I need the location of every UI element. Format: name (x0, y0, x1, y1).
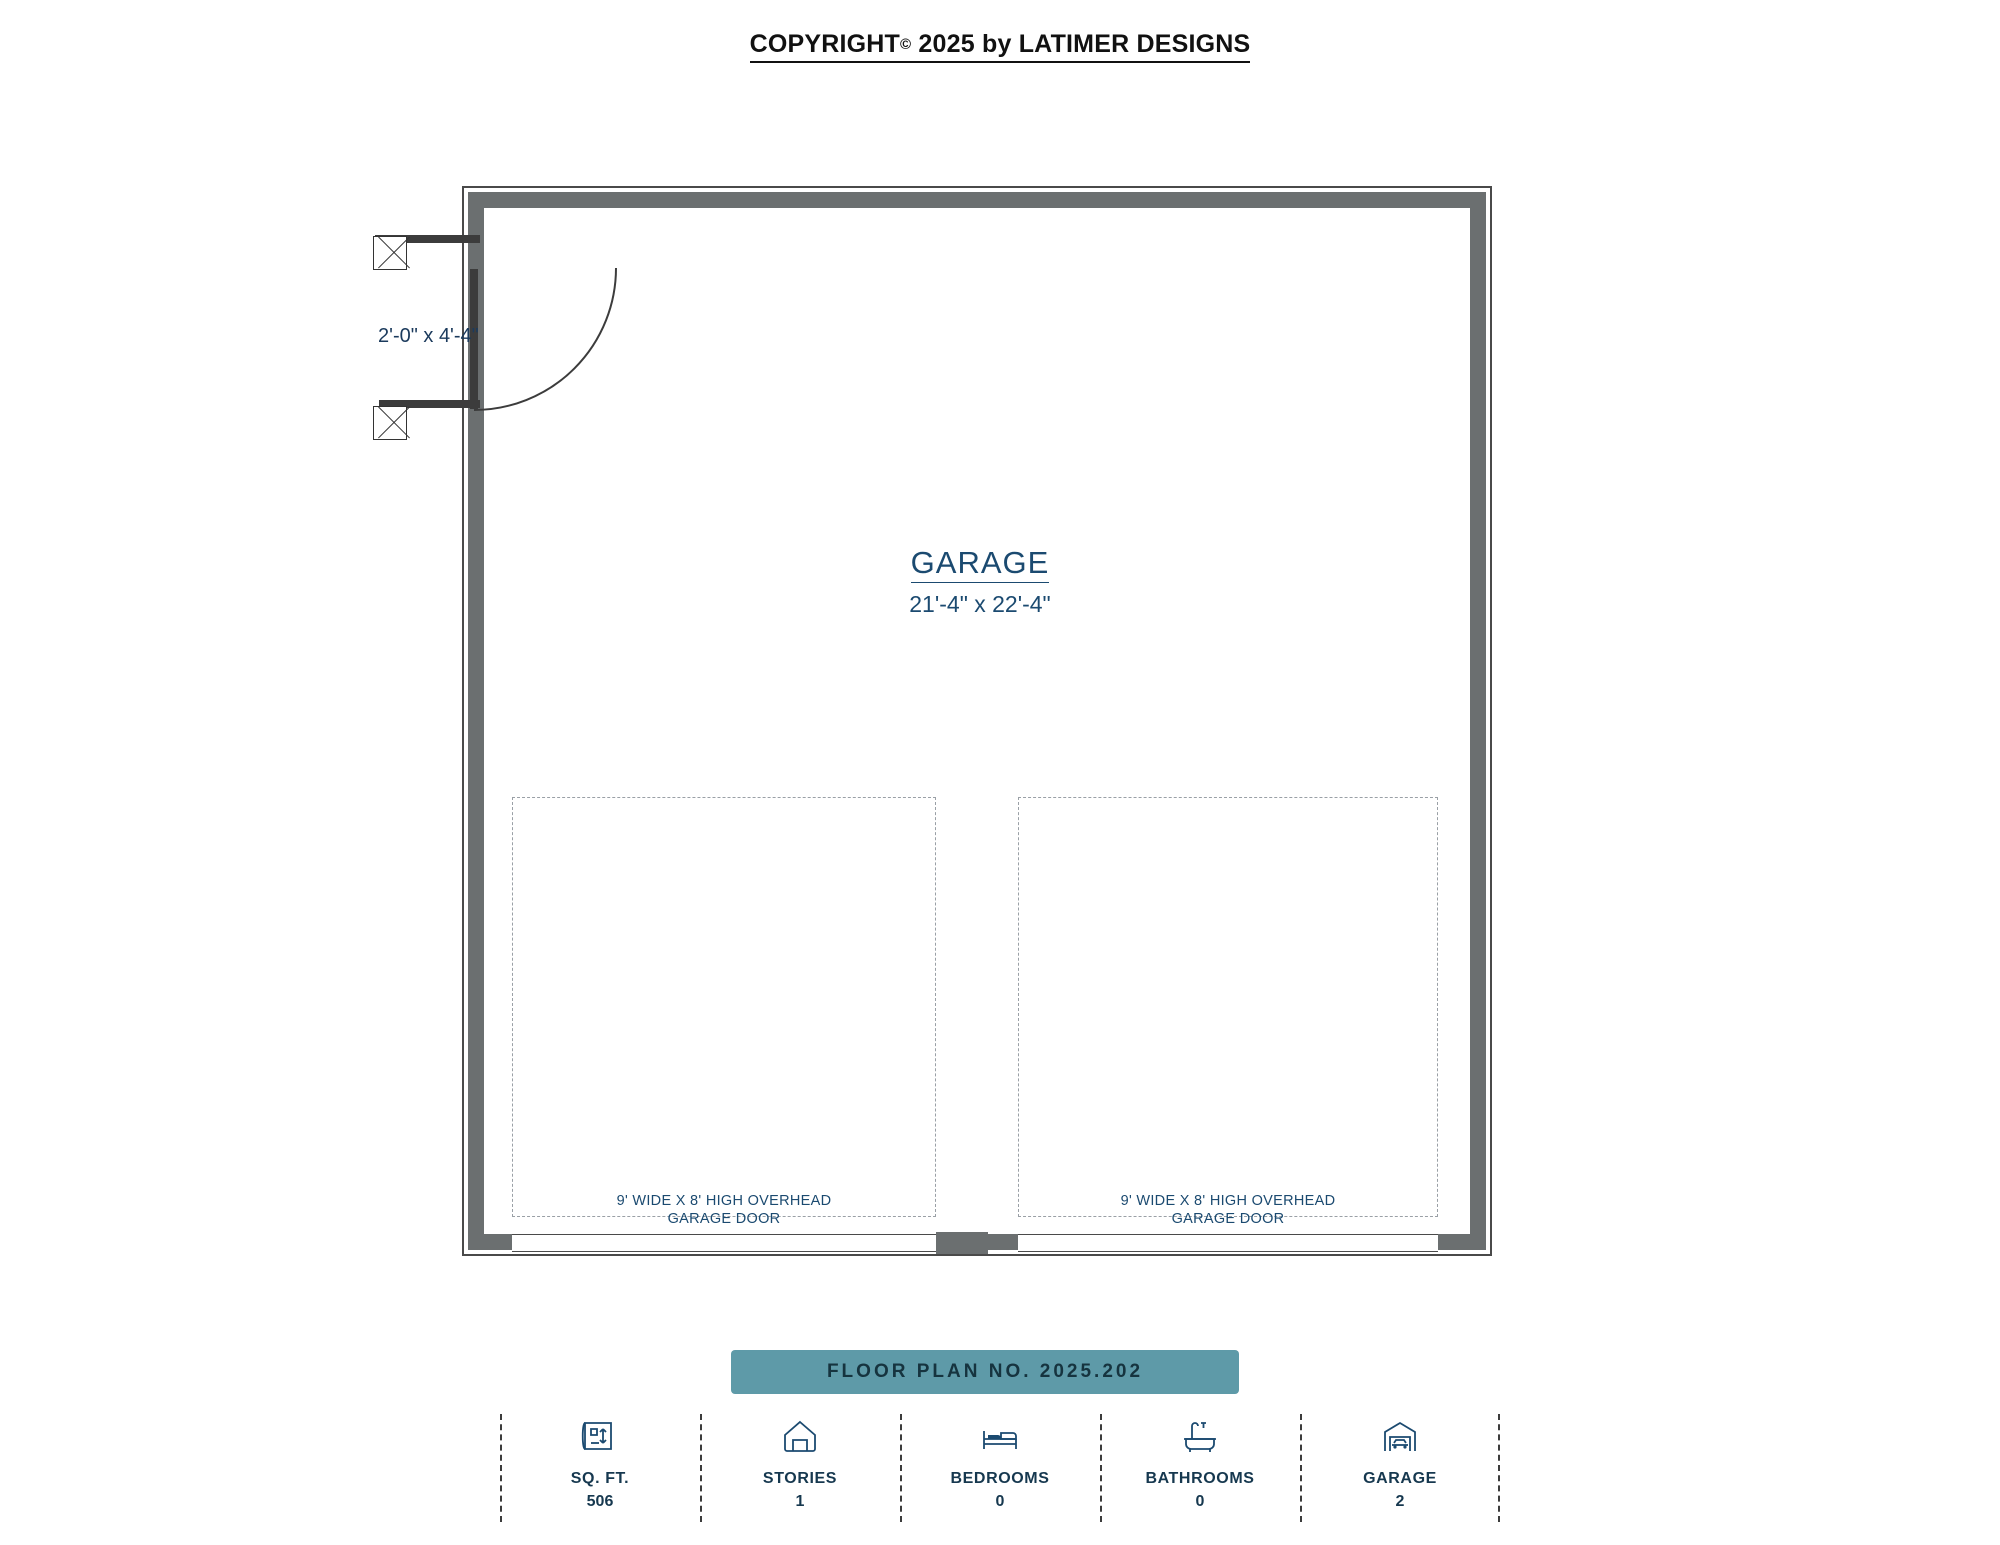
stat-stories (700, 1410, 900, 1528)
room-label-garage (770, 545, 1190, 618)
garage-door-note-left-line2: GARAGE DOOR (667, 1211, 781, 1228)
stat-divider (1300, 1414, 1302, 1522)
stat-square-feet (500, 1410, 700, 1528)
stat-garage-value: 2 (1395, 1493, 1405, 1510)
garage-door-opening-left (512, 1234, 936, 1252)
bathtub-icon (1177, 1410, 1223, 1462)
stat-garage-label: GARAGE (1363, 1470, 1437, 1487)
stat-square-feet-label: SQ. FT. (570, 1470, 630, 1487)
copyright-suffix: 2025 by LATIMER DESIGNS (911, 30, 1251, 58)
room-dimensions: 21'-4" x 22'-4" (909, 591, 1051, 617)
stat-stories-label: STORIES (762, 1470, 838, 1487)
copyright-prefix: COPYRIGHT (749, 30, 900, 58)
door-dimension-label: 2'-0" x 4'-4" (378, 325, 479, 347)
stat-garage (1300, 1410, 1500, 1528)
garage-door-note-right-line2: GARAGE DOOR (1171, 1211, 1285, 1228)
stat-square-feet-value: 506 (586, 1493, 614, 1510)
garage-door-note-left-line1: 9' WIDE X 8' HIGH OVERHEAD (616, 1193, 832, 1209)
garage-door-footprint-right (1018, 797, 1438, 1217)
stat-divider (900, 1414, 902, 1522)
bed-icon (977, 1410, 1023, 1462)
copyright-symbol: © (900, 36, 912, 53)
plan-number-badge: FLOOR PLAN NO. 2025.202 (731, 1350, 1239, 1394)
garage-door-footprint-left (512, 797, 936, 1217)
stat-bedrooms-value: 0 (995, 1493, 1005, 1510)
room-name: GARAGE (911, 545, 1050, 583)
stat-bathrooms-value: 0 (1195, 1493, 1205, 1510)
garage-car-icon (1377, 1410, 1423, 1462)
center-pier (936, 1232, 988, 1254)
garage-door-note-right-line1: 9' WIDE X 8' HIGH OVERHEAD (1120, 1193, 1336, 1209)
plan-stats-bar (500, 1410, 1500, 1528)
stat-bedrooms (900, 1410, 1100, 1528)
stat-divider (500, 1414, 502, 1522)
stat-divider (1498, 1414, 1500, 1522)
stat-bathrooms (1100, 1410, 1300, 1528)
stat-bedrooms-label: BEDROOMS (950, 1470, 1050, 1487)
garage-door-opening-right (1018, 1234, 1438, 1252)
jamb-marker-top-icon (373, 236, 407, 270)
stat-divider (1100, 1414, 1102, 1522)
garage-door-note-right (1018, 1192, 1438, 1228)
door-swing-arc-icon (474, 268, 654, 448)
stat-divider (700, 1414, 702, 1522)
house-icon (777, 1410, 823, 1462)
garage-door-note-left (512, 1192, 936, 1228)
stat-stories-value: 1 (795, 1493, 805, 1510)
stat-bathrooms-label: BATHROOMS (1145, 1470, 1255, 1487)
blueprint-icon (577, 1410, 623, 1462)
jamb-marker-bottom-icon (373, 406, 407, 440)
